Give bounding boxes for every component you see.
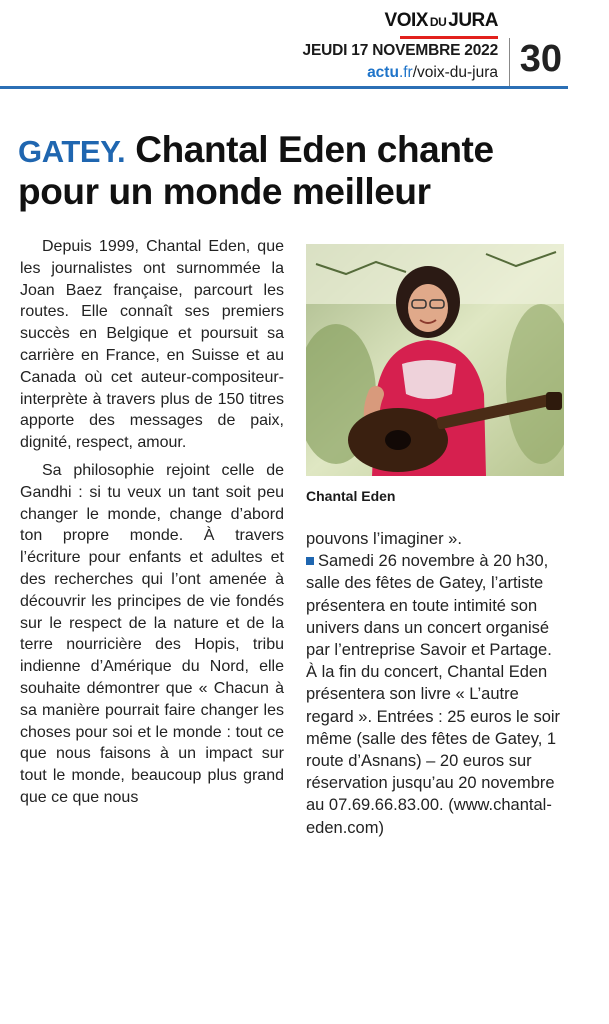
bullet-square-icon xyxy=(306,557,314,565)
article-body-right-column xyxy=(306,528,562,839)
singer-photo xyxy=(306,244,564,476)
event-paragraph: Samedi 26 novembre à 20 h30, salle des fêtes de Gatey, l’artiste présentera en toute intimité son univers dans un concert organisé par l’entreprise Savoir et Partage. À la fin du concert, Chantal Eden présentera son livre « L’autre regard ». Entrées : 25 euros le soir même (salle des fêtes de Gatey, 1 route d’Asnans) – 20 euros sur réservation jusqu’au 20 novembre au 07.69.66.83.00. (www.chantal-eden.com) xyxy=(306,552,561,837)
header-rule xyxy=(0,86,568,89)
article-body-left-column xyxy=(20,236,284,809)
location-kicker: GATEY. xyxy=(18,134,126,169)
logo-underline xyxy=(400,36,498,39)
article-headline xyxy=(18,130,578,212)
headline-text: Chantal Eden chante pour un monde meilleur xyxy=(18,129,494,212)
issue-date: JEUDI 17 NOVEMBRE 2022 xyxy=(302,42,498,59)
page-number: 30 xyxy=(519,38,562,80)
photo-caption: Chantal Eden xyxy=(306,488,396,504)
paragraph-continuation: pouvons l’imaginer ». xyxy=(306,530,462,548)
masthead xyxy=(300,8,580,86)
newspaper-logo: VOIX DU JURA xyxy=(384,10,498,31)
website-link[interactable]: actu.fr/voix-du-jura xyxy=(367,64,498,81)
paragraph: Depuis 1999, Chantal Eden, que les journalistes ont surnommée la Joan Baez française, parcourt les routes. Elle connaît ses premiers succès en Belgique et poursuit sa carrière en France, en Suisse et au Canada où cet auteur-compositeur-interprète à travers plus de 150 titres apporte des messages de paix, dignité, respect, amour. xyxy=(20,238,284,452)
masthead-divider xyxy=(509,38,510,86)
paragraph: Sa philosophie rejoint celle de Gandhi : si tu veux un tant soit peu changer le monde, change d’abord ton propre monde. À travers l’écriture pour enfants et adultes et des recherches qui l’ont amenée à découvrir les principes de vie fondés sur le respect de la nature et de la terre nourricière des Hopis, tribu indienne d’Amérique du Nord, elle souhaite démontrer que « Chacun à sa manière pourrait faire changer les choses pour soi et le monde : tout ce que nous faisons à un impact sur tout le monde, beaucoup plus grand que ce que nous xyxy=(20,461,284,806)
